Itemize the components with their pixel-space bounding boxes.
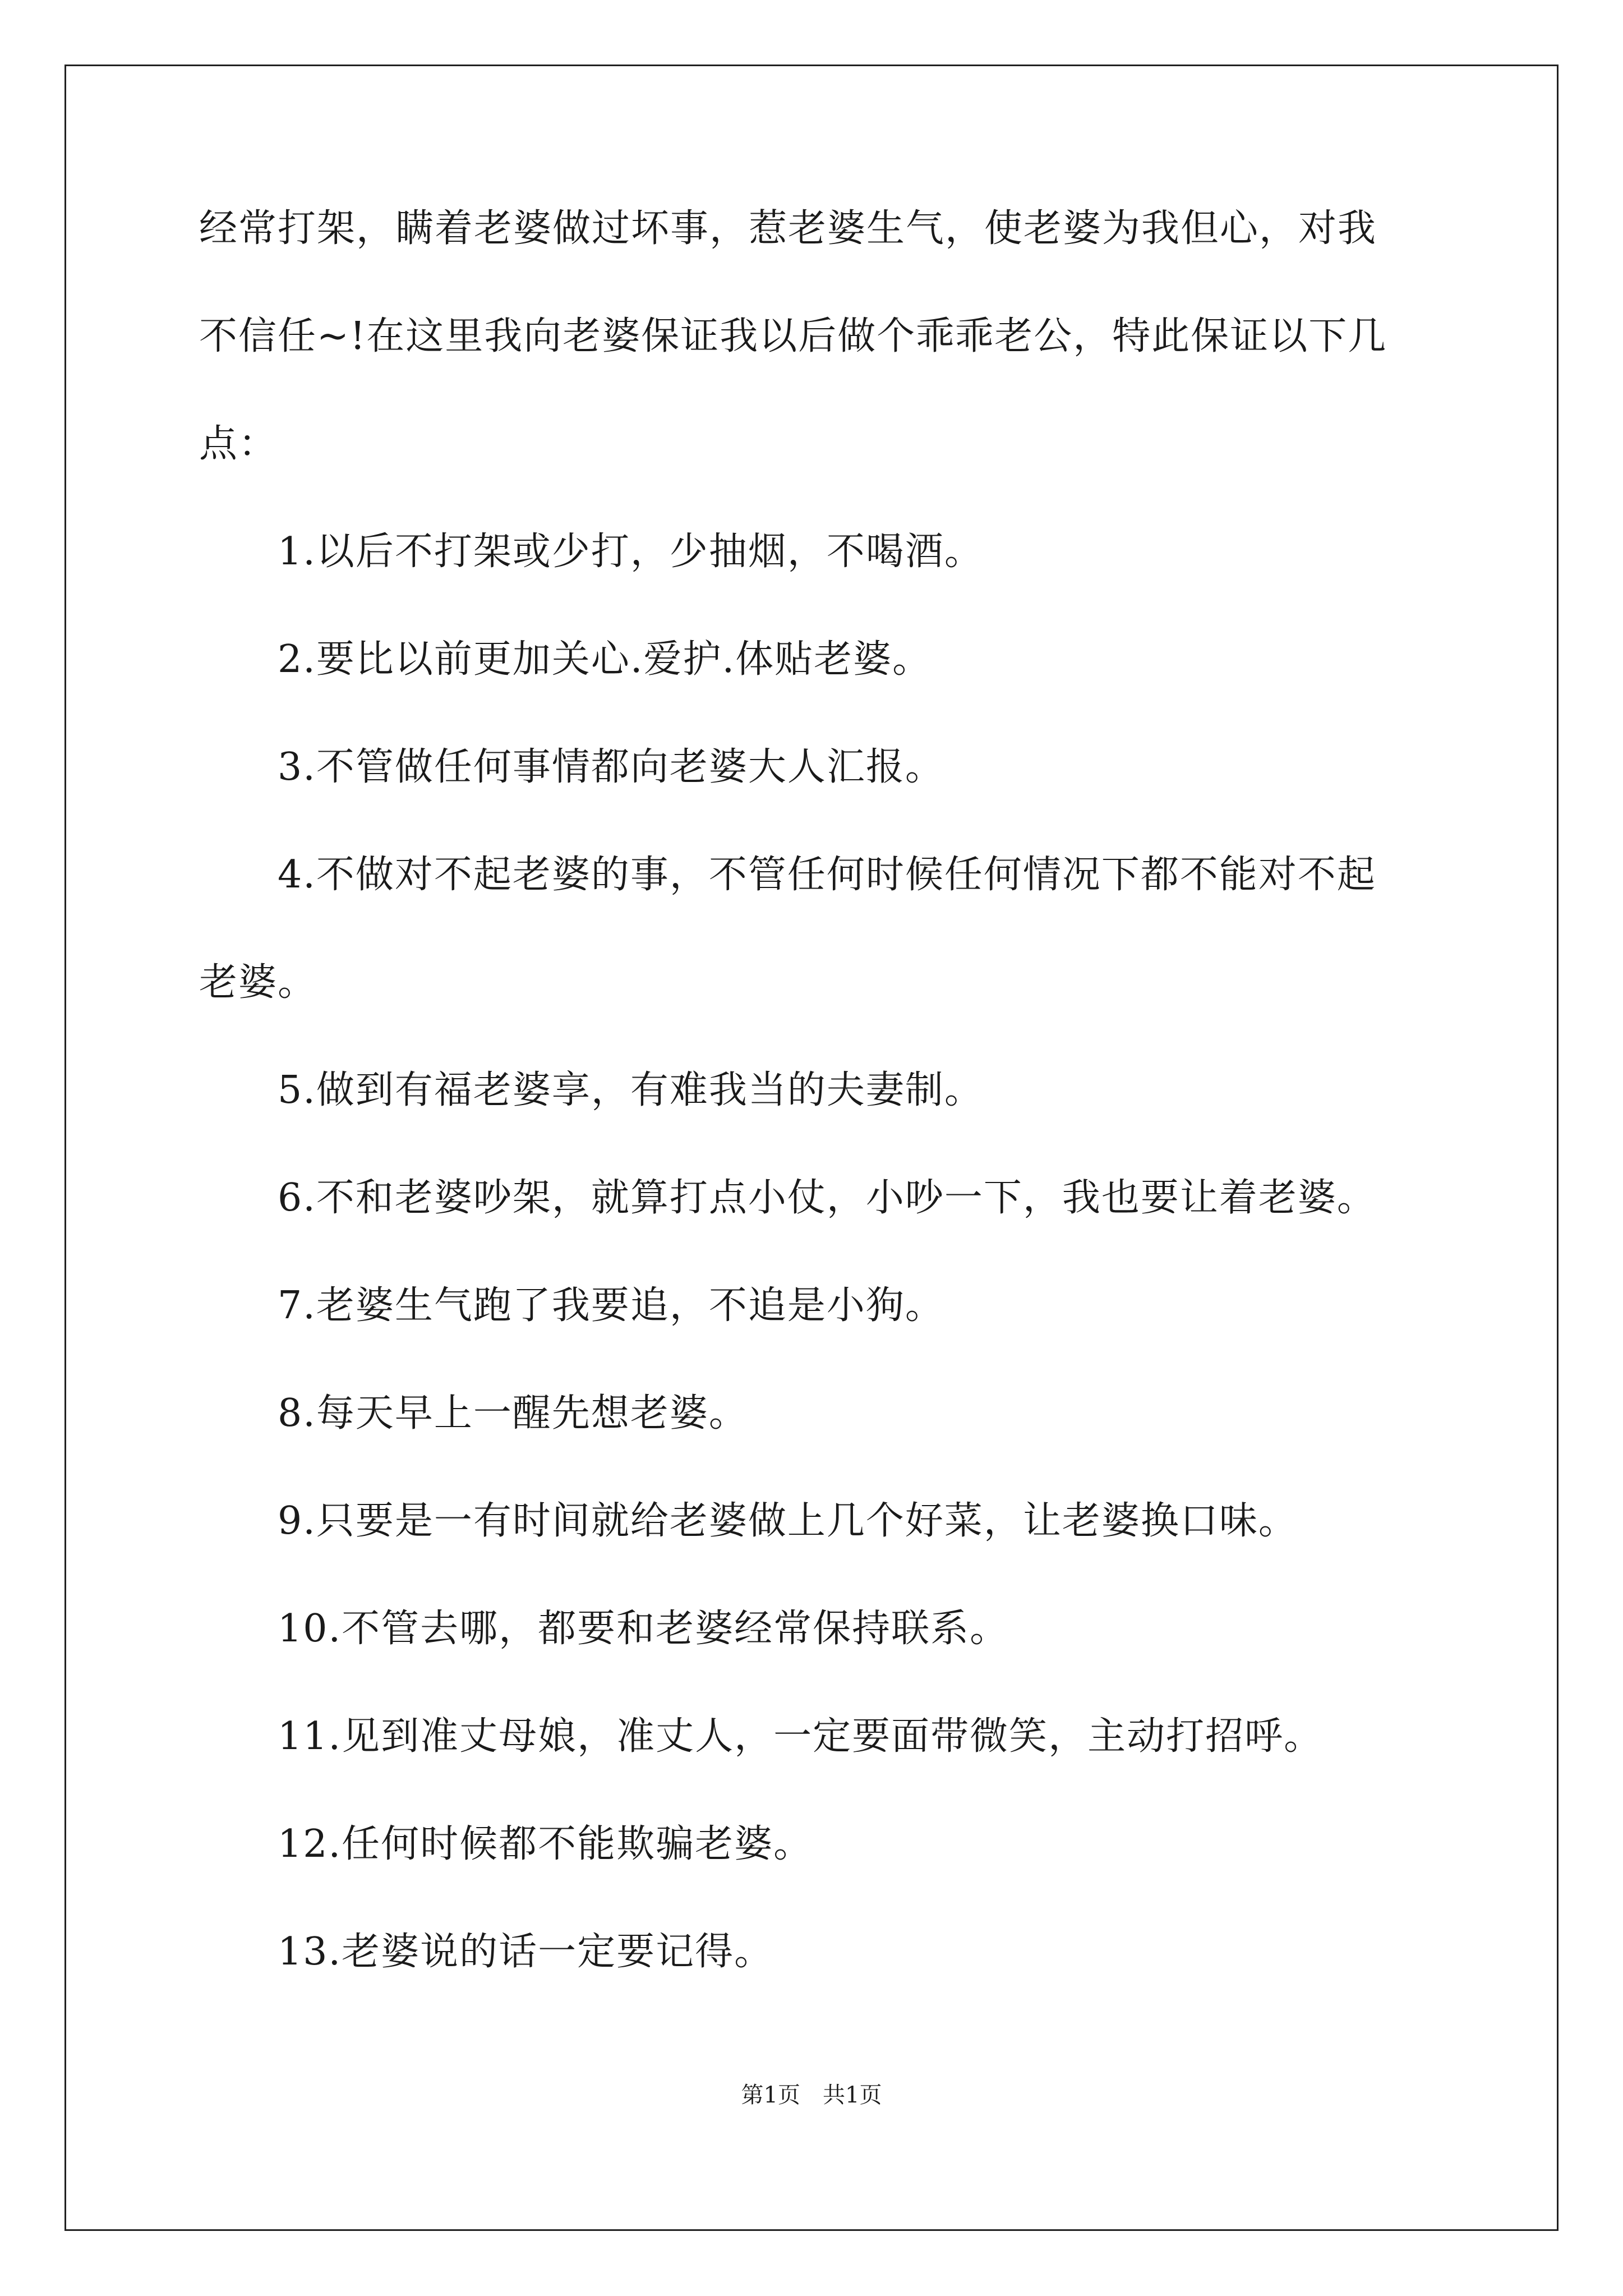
list-item-2: 2.要比以前更加关心.爱护.体贴老婆。 bbox=[199, 637, 932, 682]
paragraph-line-2: 不信任~!在这里我向老婆保证我以后做个乖乖老公，特此保证以下几 bbox=[199, 314, 1387, 358]
list-item-8: 8.每天早上一醒先想老婆。 bbox=[199, 1391, 748, 1435]
list-item-9: 9.只要是一有时间就给老婆做上几个好菜，让老婆换口味。 bbox=[199, 1499, 1298, 1543]
paragraph-line-1: 经常打架，瞒着老婆做过坏事，惹老婆生气，使老婆为我但心，对我 bbox=[199, 206, 1377, 251]
list-item-6: 6.不和老婆吵架，就算打点小仗，小吵一下，我也要让着老婆。 bbox=[199, 1176, 1376, 1220]
page-number-footer: 第1页 共1页 bbox=[741, 2082, 882, 2108]
list-item-1: 1.以后不打架或少打，少抽烟，不喝酒。 bbox=[199, 530, 984, 574]
document-body bbox=[199, 202, 1433, 1979]
list-item-10: 10.不管去哪，都要和老婆经常保持联系。 bbox=[199, 1607, 1009, 1651]
list-item-13: 13.老婆说的话一定要记得。 bbox=[199, 1930, 774, 1974]
list-item-12: 12.任何时候都不能欺骗老婆。 bbox=[199, 1822, 813, 1866]
list-item-7: 7.老婆生气跑了我要追，不追是小狗。 bbox=[199, 1283, 944, 1328]
list-item-4: 4.不做对不起老婆的事，不管任何时候任何情况下都不能对不起 bbox=[199, 853, 1376, 897]
paragraph-line-3: 点： bbox=[199, 422, 278, 466]
list-item-3: 3.不管做任何事情都向老婆大人汇报。 bbox=[199, 745, 944, 789]
list-item-4-continued: 老婆。 bbox=[199, 960, 317, 1005]
list-item-5: 5.做到有福老婆享，有难我当的夫妻制。 bbox=[199, 1068, 984, 1112]
list-item-11: 11.见到准丈母娘，准丈人，一定要面带微笑，主动打招呼。 bbox=[199, 1714, 1324, 1759]
